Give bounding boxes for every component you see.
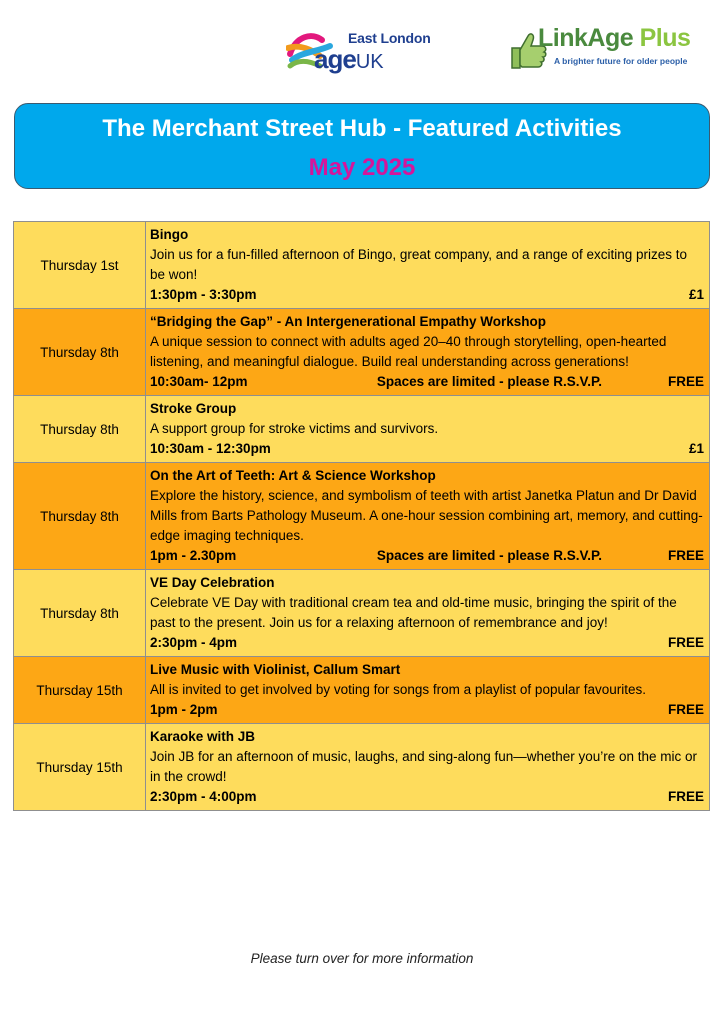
activity-price: FREE [667,789,704,804]
activity-row [14,222,710,309]
page-title: The Merchant Street Hub - Featured Activities [102,115,622,142]
activity-title: “Bridging the Gap” - An Intergenerational Empathy Workshop [150,314,547,329]
age-uk-region-label: East London [348,30,431,46]
activity-title: Live Music with Violinist, Callum Smart [150,662,401,677]
activity-meta [150,439,704,459]
activity-rsvp-note [218,700,668,720]
activity-title: Stroke Group [150,401,237,416]
activity-description: Celebrate VE Day with traditional cream tea and old-time music, bringing the spirit of the past to the present. Join us for a relaxing afternoon of remembrance and joy! [150,595,677,630]
activity-price: FREE [667,702,704,717]
activity-details [146,657,710,724]
activity-row [14,570,710,657]
activity-title: VE Day Celebration [150,575,275,590]
activity-price: FREE [667,635,704,650]
activity-time: 10:30am- 12pm [150,374,248,389]
activity-rsvp-note [271,439,689,459]
activity-title: Karaoke with JB [150,729,256,744]
activity-row [14,396,710,463]
activity-row [14,309,710,396]
activity-title: On the Art of Teeth: Art & Science Workshop [150,468,436,483]
activity-price: FREE [667,374,704,389]
activity-description: Join us for a fun-filled afternoon of Bingo, great company, and a range of exciting prizes to be won! [150,247,688,282]
activity-date: Thursday 15th [14,724,146,811]
activity-time: 2:30pm - 4:00pm [150,789,257,804]
activity-meta [150,700,704,720]
linkage-plus-wordmark [538,24,690,53]
activity-date: Thursday 8th [14,309,146,396]
activity-details [146,463,710,570]
activity-date: Thursday 8th [14,396,146,463]
age-uk-wordmark [314,44,384,75]
activity-price: FREE [667,548,704,563]
activity-description: A support group for stroke victims and survivors. [150,421,439,436]
activity-details [146,309,710,396]
activity-rsvp-note [257,285,689,305]
activity-date: Thursday 8th [14,570,146,657]
activity-time: 1pm - 2pm [150,702,218,717]
activity-description: Explore the history, science, and symbolism of teeth with artist Janetka Platun and Dr David Mills from Barts Pathology Museum. A one-hour session combining art, memory, and cutting-edge imaging techniques. [150,488,703,543]
activity-details [146,570,710,657]
activities-table [13,221,710,811]
activity-price: £1 [688,287,704,302]
activity-details [146,222,710,309]
activities-table-body [14,222,710,811]
activity-time: 1pm - 2.30pm [150,548,237,563]
activity-time: 2:30pm - 4pm [150,635,238,650]
activity-date: Thursday 8th [14,463,146,570]
linkage-name-text: LinkAge [538,24,634,52]
activity-title: Bingo [150,227,189,242]
activity-details [146,396,710,463]
activity-row [14,657,710,724]
activity-row [14,463,710,570]
activity-meta [150,372,704,392]
activity-date: Thursday 1st [14,222,146,309]
linkage-plus-text: Plus [639,24,691,52]
header-banner [14,103,710,189]
linkage-tagline: A brighter future for older people [554,56,688,66]
activity-rsvp-note [237,633,668,653]
activity-price: £1 [688,441,704,456]
linkage-plus-logo [508,24,713,74]
activity-time: 1:30pm - 3:30pm [150,287,257,302]
footer-note: Please turn over for more information [250,951,474,966]
activity-rsvp-note [257,787,668,807]
activity-rsvp-note: Spaces are limited - please R.S.V.P. [376,548,602,563]
age-uk-age-text: age [314,44,356,74]
activity-description: All is invited to get involved by voting for songs from a playlist of popular favourites. [150,682,646,697]
activity-description: A unique session to connect with adults aged 20–40 through storytelling, open-hearted listening, and meaningful dialogue. Build real understanding across generations! [150,334,667,369]
activity-rsvp-note: Spaces are limited - please R.S.V.P. [376,374,602,389]
activity-description: Join JB for an afternoon of music, laughs, and sing-along fun—whether you’re on the mic or in the crowd! [150,749,698,784]
activity-details [146,724,710,811]
age-uk-uk-text: UK [355,51,384,73]
activity-date: Thursday 15th [14,657,146,724]
age-uk-east-london-logo [286,24,446,78]
activity-meta [150,633,704,653]
activity-row [14,724,710,811]
activity-meta [150,546,704,566]
activity-time: 10:30am - 12:30pm [150,441,271,456]
activity-meta [150,787,704,807]
activity-meta [150,285,704,305]
month-label: May 2025 [308,154,416,181]
